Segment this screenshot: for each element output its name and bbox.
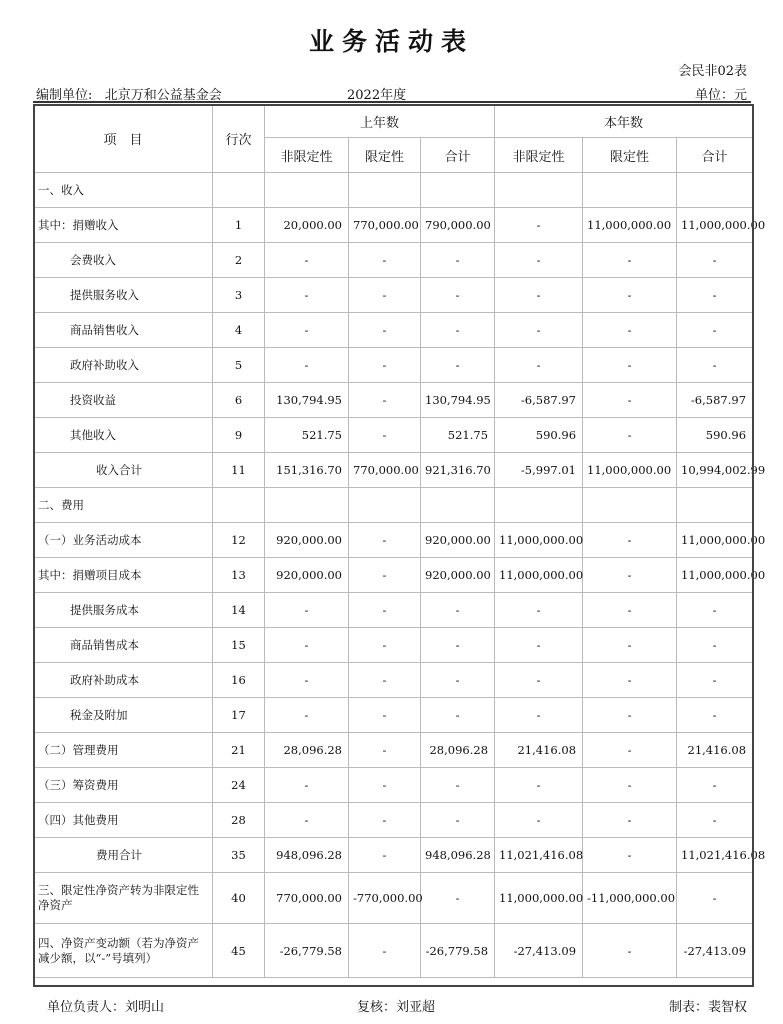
row-item: 其中：捐赠项目成本: [34, 558, 213, 593]
row-value: -27,413.09: [495, 924, 583, 978]
row-item: 商品销售收入: [34, 313, 213, 348]
table-row: [34, 838, 753, 873]
row-value: -: [583, 628, 677, 663]
row-value: [583, 173, 677, 208]
row-value: 770,000.00: [265, 873, 349, 924]
row-value: 11,000,000.00: [495, 523, 583, 558]
row-line-no: 9: [213, 418, 265, 453]
table-row: [34, 383, 753, 418]
col-curr-restricted: 限定性: [583, 138, 677, 173]
row-value: -: [265, 278, 349, 313]
row-line-no: 16: [213, 663, 265, 698]
row-value: 521.75: [265, 418, 349, 453]
row-item: 提供服务成本: [34, 593, 213, 628]
row-value: -: [421, 768, 495, 803]
row-value: [349, 173, 421, 208]
row-value: -6,587.97: [495, 383, 583, 418]
table-row: [34, 803, 753, 838]
row-value: 590.96: [495, 418, 583, 453]
row-value: [495, 488, 583, 523]
row-value: -26,779.58: [265, 924, 349, 978]
row-value: -: [349, 698, 421, 733]
row-item: 商品销售成本: [34, 628, 213, 663]
table-row: [34, 663, 753, 698]
row-value: -27,413.09: [677, 924, 753, 978]
table-row: [34, 523, 753, 558]
row-line-no: 4: [213, 313, 265, 348]
row-item: 一、收入: [34, 173, 213, 208]
row-value: -11,000,000.00: [583, 873, 677, 924]
row-value: -: [583, 733, 677, 768]
row-value: 920,000.00: [421, 523, 495, 558]
row-value: -: [583, 768, 677, 803]
row-line-no: 24: [213, 768, 265, 803]
row-value: 28,096.28: [421, 733, 495, 768]
row-value: -: [265, 593, 349, 628]
row-value: -: [421, 313, 495, 348]
row-value: [583, 488, 677, 523]
col-item-header: 项 目: [34, 105, 213, 173]
row-value: [421, 173, 495, 208]
col-prev-unrestricted: 非限定性: [265, 138, 349, 173]
row-value: 151,316.70: [265, 453, 349, 488]
table-row: [34, 873, 753, 924]
col-curr-year-header: 本年数: [495, 105, 753, 138]
row-item: 收入合计: [34, 453, 213, 488]
row-value: -: [583, 558, 677, 593]
row-value: 790,000.00: [421, 208, 495, 243]
table-row: [34, 628, 753, 663]
row-value: -: [421, 278, 495, 313]
row-value: [677, 173, 753, 208]
table-row: [34, 698, 753, 733]
page-title: 业务活动表: [308, 27, 474, 56]
row-value: -: [677, 243, 753, 278]
row-value: -: [583, 663, 677, 698]
row-item: （三）筹资费用: [34, 768, 213, 803]
row-value: -: [583, 313, 677, 348]
table-row: [34, 488, 753, 523]
row-value: -: [583, 593, 677, 628]
row-value: 948,096.28: [421, 838, 495, 873]
row-value: -5,997.01: [495, 453, 583, 488]
row-value: -: [349, 348, 421, 383]
row-value: -: [349, 558, 421, 593]
row-value: -26,779.58: [421, 924, 495, 978]
row-value: 11,000,000.00: [583, 208, 677, 243]
row-value: 521.75: [421, 418, 495, 453]
currency-unit: 单位：元: [694, 88, 747, 103]
row-item: 会费收入: [34, 243, 213, 278]
col-curr-unrestricted: 非限定性: [495, 138, 583, 173]
row-item: 其他收入: [34, 418, 213, 453]
row-value: -: [349, 663, 421, 698]
row-value: -: [421, 593, 495, 628]
row-value: [677, 488, 753, 523]
row-value: -: [349, 313, 421, 348]
row-value: 11,000,000.00: [583, 453, 677, 488]
table-row: [34, 313, 753, 348]
row-item: 提供服务收入: [34, 278, 213, 313]
table-row: [34, 348, 753, 383]
row-line-no: 3: [213, 278, 265, 313]
table-row: [34, 418, 753, 453]
row-item: 投资收益: [34, 383, 213, 418]
footer-preparer: 制表：裴智权: [668, 1000, 747, 1015]
row-value: -: [421, 243, 495, 278]
row-value: -: [583, 243, 677, 278]
row-line-no: [213, 173, 265, 208]
row-line-no: 14: [213, 593, 265, 628]
row-value: -: [583, 924, 677, 978]
row-value: -770,000.00: [349, 873, 421, 924]
row-value: 770,000.00: [349, 208, 421, 243]
row-value: 948,096.28: [265, 838, 349, 873]
row-value: -: [349, 383, 421, 418]
row-value: [495, 173, 583, 208]
row-value: 590.96: [677, 418, 753, 453]
row-value: -: [421, 698, 495, 733]
row-value: -6,587.97: [677, 383, 753, 418]
row-line-no: 6: [213, 383, 265, 418]
row-line-no: 13: [213, 558, 265, 593]
row-value: -: [677, 628, 753, 663]
row-value: -: [265, 663, 349, 698]
row-item: 税金及附加: [34, 698, 213, 733]
row-value: -: [421, 873, 495, 924]
row-item: （一）业务活动成本: [34, 523, 213, 558]
footer-head: 单位负责人：刘明山: [47, 1000, 165, 1015]
row-value: -: [495, 278, 583, 313]
table-row: [34, 768, 753, 803]
row-value: -: [495, 663, 583, 698]
col-prev-year-header: 上年数: [265, 105, 495, 138]
row-value: 11,000,000.00: [677, 523, 753, 558]
row-line-no: 17: [213, 698, 265, 733]
report-year: 2022年度: [347, 88, 407, 103]
row-value: -: [495, 768, 583, 803]
row-value: -: [677, 593, 753, 628]
row-value: -: [583, 523, 677, 558]
row-value: 130,794.95: [265, 383, 349, 418]
row-value: -: [677, 663, 753, 698]
row-value: [421, 488, 495, 523]
row-value: -: [349, 924, 421, 978]
row-value: -: [677, 278, 753, 313]
row-value: -: [495, 243, 583, 278]
row-value: 21,416.08: [677, 733, 753, 768]
row-value: -: [583, 838, 677, 873]
unit-label: 编制单位:: [36, 88, 93, 103]
row-value: -: [421, 628, 495, 663]
row-value: 770,000.00: [349, 453, 421, 488]
row-value: -: [349, 628, 421, 663]
col-curr-total: 合计: [677, 138, 753, 173]
row-value: -: [265, 698, 349, 733]
row-value: -: [265, 803, 349, 838]
row-value: -: [495, 628, 583, 663]
row-value: -: [677, 698, 753, 733]
row-item: 政府补助成本: [34, 663, 213, 698]
row-value: 920,000.00: [265, 523, 349, 558]
table-row: [34, 733, 753, 768]
row-value: -: [677, 313, 753, 348]
row-line-no: 1: [213, 208, 265, 243]
table-row: [34, 558, 753, 593]
table-row: [34, 173, 753, 208]
row-line-no: 2: [213, 243, 265, 278]
table-row: [34, 278, 753, 313]
row-value: -: [583, 418, 677, 453]
table-row: [34, 243, 753, 278]
activity-table: [33, 104, 766, 978]
row-value: -: [349, 243, 421, 278]
row-line-no: 11: [213, 453, 265, 488]
row-line-no: 45: [213, 924, 265, 978]
row-value: -: [677, 768, 753, 803]
row-line-no: 12: [213, 523, 265, 558]
row-value: -: [349, 838, 421, 873]
row-value: -: [495, 803, 583, 838]
row-value: -: [265, 313, 349, 348]
row-value: [265, 173, 349, 208]
row-value: [265, 488, 349, 523]
row-value: 11,000,000.00: [495, 558, 583, 593]
row-value: -: [349, 278, 421, 313]
row-value: [349, 488, 421, 523]
row-item: 其中：捐赠收入: [34, 208, 213, 243]
row-item: 政府补助收入: [34, 348, 213, 383]
row-value: -: [265, 628, 349, 663]
row-value: 130,794.95: [421, 383, 495, 418]
row-line-no: 40: [213, 873, 265, 924]
col-line-header: 行次: [213, 105, 265, 173]
row-value: -: [583, 348, 677, 383]
row-value: -: [421, 348, 495, 383]
row-item: 三、限定性净资产转为非限定性净资产: [34, 873, 213, 924]
row-value: 28,096.28: [265, 733, 349, 768]
row-value: 920,000.00: [265, 558, 349, 593]
row-item: （二）管理费用: [34, 733, 213, 768]
footer-review: 复核：刘亚超: [357, 1000, 436, 1015]
row-value: -: [265, 768, 349, 803]
row-value: -: [265, 348, 349, 383]
row-line-no: [213, 488, 265, 523]
row-value: 11,021,416.08: [677, 838, 753, 873]
row-value: -: [349, 803, 421, 838]
row-line-no: 28: [213, 803, 265, 838]
col-prev-total: 合计: [421, 138, 495, 173]
row-value: -: [495, 348, 583, 383]
row-value: -: [583, 803, 677, 838]
col-prev-restricted: 限定性: [349, 138, 421, 173]
row-line-no: 35: [213, 838, 265, 873]
row-value: -: [349, 523, 421, 558]
row-value: -: [583, 698, 677, 733]
row-value: 21,416.08: [495, 733, 583, 768]
table-row: [34, 593, 753, 628]
row-line-no: 5: [213, 348, 265, 383]
row-item: 四、净资产变动额（若为净资产减少额，以“-”号填列）: [34, 924, 213, 978]
row-value: 10,994,002.99: [677, 453, 753, 488]
row-value: -: [421, 803, 495, 838]
row-value: 11,000,000.00: [677, 558, 753, 593]
row-value: -: [677, 348, 753, 383]
row-value: 11,000,000.00: [495, 873, 583, 924]
row-value: 920,000.00: [421, 558, 495, 593]
row-item: 费用合计: [34, 838, 213, 873]
row-value: -: [349, 768, 421, 803]
table-row: [34, 453, 753, 488]
row-item: （四）其他费用: [34, 803, 213, 838]
form-number: 会民非02表: [678, 64, 747, 79]
row-line-no: 15: [213, 628, 265, 663]
header-rule: [33, 101, 751, 103]
table-row: [34, 208, 753, 243]
table-row: [34, 924, 753, 978]
row-value: -: [583, 278, 677, 313]
row-value: -: [349, 593, 421, 628]
row-value: 11,021,416.08: [495, 838, 583, 873]
row-value: -: [349, 733, 421, 768]
row-value: -: [677, 803, 753, 838]
row-value: 20,000.00: [265, 208, 349, 243]
row-value: -: [677, 873, 753, 924]
row-value: -: [495, 593, 583, 628]
row-value: -: [583, 383, 677, 418]
unit-name: 北京万和公益基金会: [104, 88, 222, 103]
row-value: 11,000,000.00: [677, 208, 753, 243]
row-value: -: [349, 418, 421, 453]
row-line-no: 21: [213, 733, 265, 768]
row-value: -: [265, 243, 349, 278]
row-value: -: [421, 663, 495, 698]
row-item: 二、费用: [34, 488, 213, 523]
row-value: -: [495, 208, 583, 243]
row-value: -: [495, 698, 583, 733]
row-value: -: [495, 313, 583, 348]
row-value: 921,316.70: [421, 453, 495, 488]
